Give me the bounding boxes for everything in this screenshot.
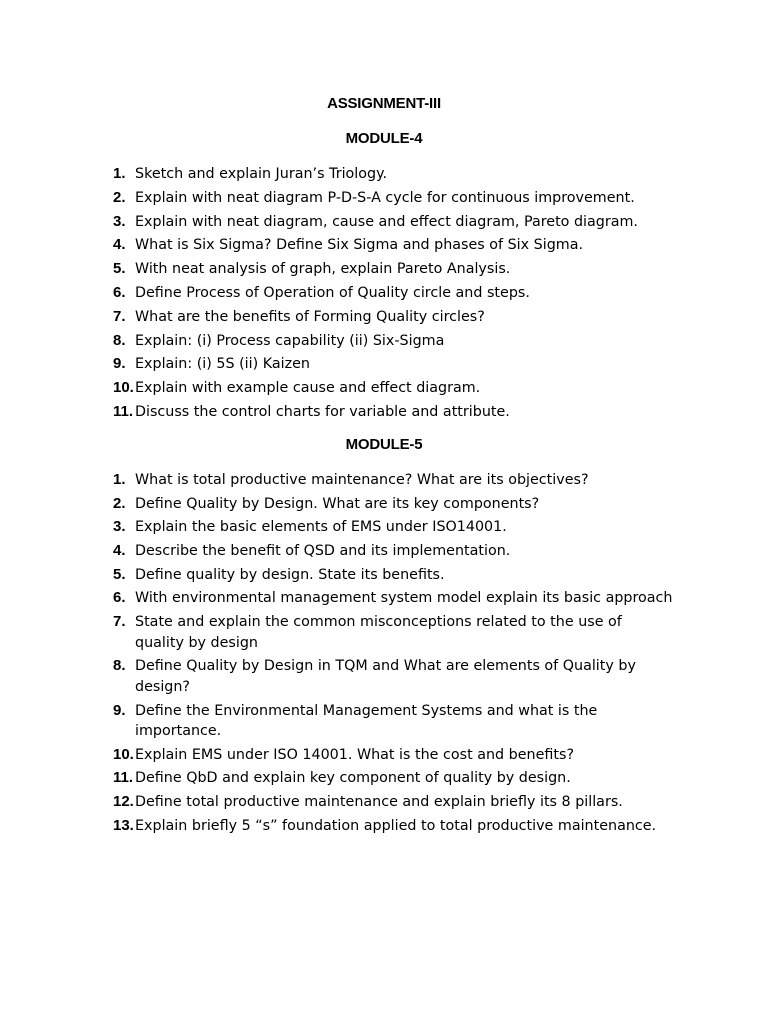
document-title: ASSIGNMENT-III xyxy=(327,95,441,112)
question-number: 9. xyxy=(113,701,126,719)
question-number: 5. xyxy=(113,260,126,278)
question-item xyxy=(113,235,673,256)
module-5-question-list xyxy=(113,470,673,839)
question-text: Explain briefly 5 “s” foundation applied to total productive maintenance. xyxy=(135,817,657,834)
question-number: 1. xyxy=(113,165,126,182)
question-item xyxy=(113,259,673,280)
question-text: Discuss the control charts for variable and attribute. xyxy=(135,403,510,420)
question-number: 1. xyxy=(113,471,126,488)
question-text: Describe the benefit of QSD and its implementation. xyxy=(135,543,511,560)
question-text: Define the Environmental Management Systems and what is the importance. xyxy=(135,702,598,739)
question-text: What are the benefits of Forming Quality circles? xyxy=(135,308,485,325)
question-item xyxy=(113,541,673,562)
question-text: Explain the basic elements of EMS under ISO14001. xyxy=(135,519,507,536)
question-number: 6. xyxy=(113,589,126,607)
question-item xyxy=(113,745,673,766)
module-5-heading: MODULE-5 xyxy=(345,436,423,453)
question-item xyxy=(113,656,673,697)
question-item xyxy=(113,402,673,423)
question-text: Define QbD and explain key component of quality by design. xyxy=(135,770,571,787)
question-text: Define Quality by Design. What are its key components? xyxy=(135,495,540,512)
question-text: Define Process of Operation of Quality circle and steps. xyxy=(135,284,530,301)
question-number: 4. xyxy=(113,542,126,560)
question-item xyxy=(113,792,673,813)
question-text: What is total productive maintenance? What are its objectives? xyxy=(135,472,589,488)
question-item xyxy=(113,470,673,491)
question-number: 2. xyxy=(113,494,126,512)
question-item xyxy=(113,212,673,233)
question-text: With neat analysis of graph, explain Pareto Analysis. xyxy=(135,261,511,278)
question-item xyxy=(113,283,673,304)
question-number: 7. xyxy=(113,307,126,325)
question-item xyxy=(113,331,673,352)
question-number: 3. xyxy=(113,518,126,536)
question-text: Explain: (i) 5S (ii) Kaizen xyxy=(135,356,310,373)
question-number: 9. xyxy=(113,355,126,373)
module-4-question-list xyxy=(113,164,673,426)
question-text: State and explain the common misconceptions related to the use of quality by design xyxy=(135,614,622,651)
question-number: 12. xyxy=(113,793,134,811)
question-item xyxy=(113,816,673,837)
question-number: 8. xyxy=(113,657,126,675)
question-text: Define Quality by Design in TQM and What are elements of Quality by design? xyxy=(135,658,636,695)
question-item xyxy=(113,188,673,209)
question-text: With environmental management system model explain its basic approach xyxy=(135,590,673,607)
question-text: Explain with neat diagram P-D-S-A cycle for continuous improvement. xyxy=(135,189,635,206)
question-item xyxy=(113,517,673,538)
question-number: 7. xyxy=(113,613,126,631)
question-item xyxy=(113,307,673,328)
question-text: Define quality by design. State its benefits. xyxy=(135,566,445,583)
question-item xyxy=(113,565,673,586)
question-number: 2. xyxy=(113,188,126,206)
question-text: Sketch and explain Juran’s Triology. xyxy=(135,166,388,182)
question-number: 3. xyxy=(113,212,126,230)
question-number: 10. xyxy=(113,379,134,397)
question-number: 11. xyxy=(113,769,134,787)
question-number: 5. xyxy=(113,565,126,583)
question-number: 13. xyxy=(113,816,134,834)
question-number: 10. xyxy=(113,745,134,763)
module-4-heading: MODULE-4 xyxy=(345,130,423,147)
question-text: Explain with example cause and effect diagram. xyxy=(135,380,481,397)
question-item xyxy=(113,768,673,789)
question-number: 8. xyxy=(113,331,126,349)
question-text: Explain EMS under ISO 14001. What is the cost and benefits? xyxy=(135,746,575,763)
question-number: 11. xyxy=(113,402,134,420)
question-number: 6. xyxy=(113,283,126,301)
question-text: What is Six Sigma? Define Six Sigma and phases of Six Sigma. xyxy=(135,237,583,254)
question-number: 4. xyxy=(113,236,126,254)
question-item xyxy=(113,588,673,609)
question-item xyxy=(113,494,673,515)
question-item xyxy=(113,701,673,742)
question-text: Explain with neat diagram, cause and effect diagram, Pareto diagram. xyxy=(135,213,638,230)
question-item xyxy=(113,378,673,399)
question-text: Define total productive maintenance and explain briefly its 8 pillars. xyxy=(135,794,623,811)
question-item xyxy=(113,164,673,185)
question-item xyxy=(113,354,673,375)
question-text: Explain: (i) Process capability (ii) Six-Sigma xyxy=(135,332,445,349)
question-item xyxy=(113,612,673,653)
